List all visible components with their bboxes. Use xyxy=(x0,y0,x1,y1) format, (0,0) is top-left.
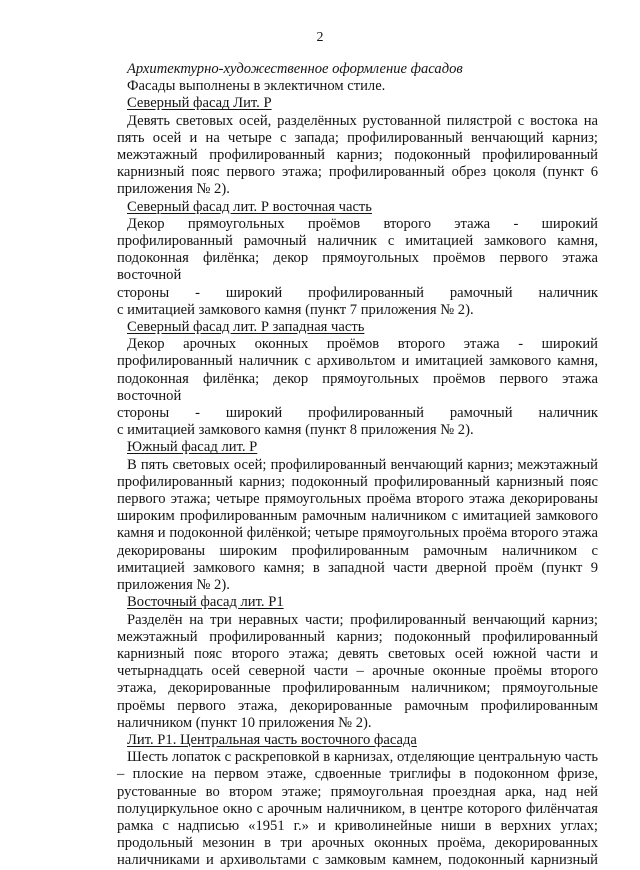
section-text-north-east: Декор прямоугольных проёмов второго этажа - широкий профилированный рамочный наличник с имитацией замкового камня, подоконная филёнка; декор прямоугольных проёмов первого этажа восточной xyxy=(117,215,598,284)
section-text-north-east-spread: стороны - широкий профилированный рамочный наличник xyxy=(117,284,598,301)
section-heading-south-facade: Южный фасад лит. Р xyxy=(127,439,258,456)
document-title: Архитектурно-художественное оформление фасадов xyxy=(127,61,463,77)
section-text-south-facade: В пять световых осей; профилированный венчающий карниз; межэтажный профилированный карниз; подоконный профилированный карнизный пояс первого этажа; четыре прямоугольных проёма второго этажа декорированы широким профилированным рамочным наличником с имитацией замкового камня и подоконной филёнкой; четыре прямоугольных проёма второго этажа декорированы широким профилированным рамочным наличником с имитацией замкового камня; в западной части дверной проём (пункт 9 приложения № 2). xyxy=(117,456,598,594)
section-heading-north-east: Северный фасад лит. Р восточная часть xyxy=(127,198,372,215)
section-text-east-facade: Разделён на три неравных части; профилированный венчающий карниз; межэтажный профилированный карниз; подоконный профилированный карнизный пояс второго этажа; девять световых осей южной части и четырнадцать осей северной части – арочные оконные проёмы второго этажа, декорированные профилированным наличником; прямоугольные проёмы первого этажа, декорированные рамочным профилированным наличником (пункт 10 приложения № 2). xyxy=(117,611,598,731)
section-text-central-part: Шесть лопаток с раскреповкой в карнизах, отделяющие центральную часть – плоские на первом этаже, сдвоенные триглифы в подоконном фризе, рустованные во втором этаже; прямоугольная проездная арка, над ней полуциркульное окно с арочным наличником, в центре которого филёнчатая рамка с надписью «1951 г.» и криволинейные ниши в верхних углах; продольный мезонин в три арочных оконных проёма, декорированных наличниками и архивольтами с замковым камнем, подоконный карнизный xyxy=(117,749,598,869)
section-heading-north-facade: Северный фасад Лит. Р xyxy=(127,95,272,112)
section-heading-central-part: Лит. Р1. Центральная часть восточного фасада xyxy=(127,731,417,748)
section-heading-east-facade: Восточный фасад лит. Р1 xyxy=(127,594,284,611)
section-heading-north-west: Северный фасад лит. Р западная часть xyxy=(127,319,365,336)
section-text-north-west-spread: стороны - широкий профилированный рамочный наличник xyxy=(117,405,598,422)
section-text-north-east-tail: с имитацией замкового камня (пункт 7 приложения № 2). xyxy=(117,301,474,318)
section-text-north-facade: Девять световых осей, разделённых рустованной пилястрой с востока на пять осей и на четыре с запада; профилированный венчающий карниз; межэтажный профилированный карниз; подоконный профилированный карнизный пояс первого этажа; профилированный обрез цоколя (пункт 6 приложения № 2). xyxy=(117,112,598,198)
page-number: 2 xyxy=(316,30,324,45)
document-body xyxy=(117,61,598,870)
section-text-north-west-tail: с имитацией замкового камня (пункт 8 приложения № 2). xyxy=(117,422,474,439)
section-text-north-west: Декор арочных оконных проёмов второго этажа - широкий профилированный наличник с архивольтом и имитацией замкового камня, подоконная филёнка; декор прямоугольных проёмов первого этажа восточной xyxy=(117,336,598,404)
intro-text: Фасады выполнены в эклектичном стиле. xyxy=(127,78,386,95)
